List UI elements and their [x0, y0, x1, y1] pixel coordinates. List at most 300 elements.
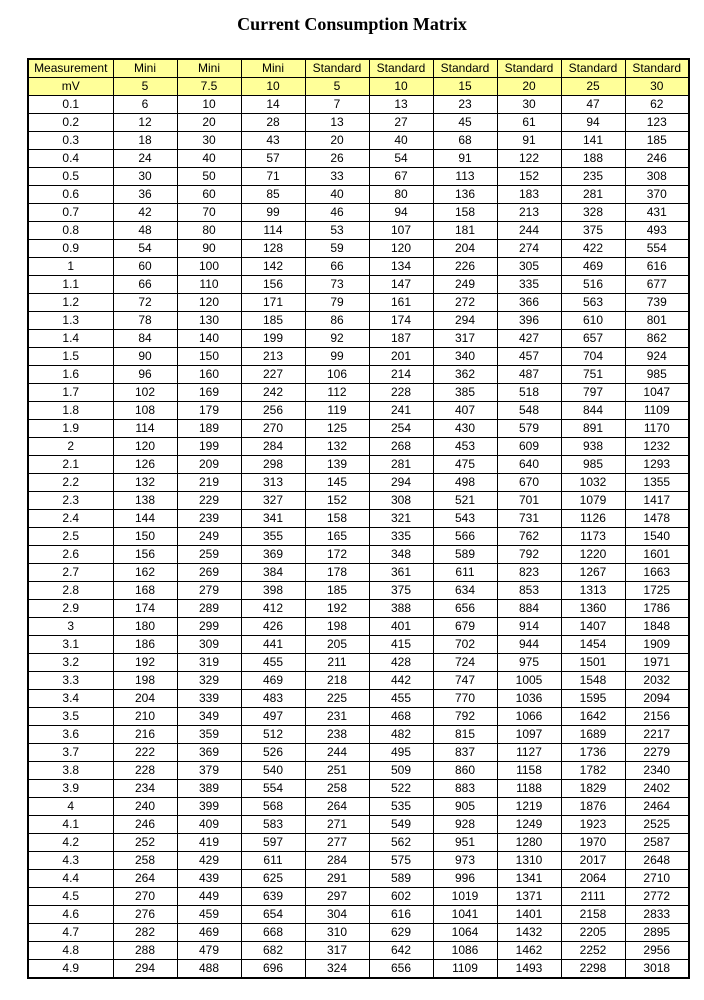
- table-cell: 324: [305, 960, 369, 979]
- consumption-matrix-table: [27, 58, 690, 979]
- table-cell: 2064: [561, 870, 625, 888]
- table-cell: 702: [433, 636, 497, 654]
- table-cell: 150: [113, 528, 177, 546]
- table-row: [28, 438, 689, 456]
- table-cell: 174: [113, 600, 177, 618]
- table-cell: 359: [177, 726, 241, 744]
- table-row: [28, 942, 689, 960]
- table-cell: 1407: [561, 618, 625, 636]
- table-cell: 429: [177, 852, 241, 870]
- table-cell: 2402: [625, 780, 689, 798]
- table-cell: 512: [241, 726, 305, 744]
- table-cell: 291: [305, 870, 369, 888]
- table-cell: 47: [561, 96, 625, 114]
- table-cell: 120: [177, 294, 241, 312]
- header-cell: 10: [369, 78, 433, 96]
- table-cell: 161: [369, 294, 433, 312]
- table-cell: 479: [177, 942, 241, 960]
- table-cell: 535: [369, 798, 433, 816]
- table-cell: 2156: [625, 708, 689, 726]
- table-cell: 668: [241, 924, 305, 942]
- header-cell: 5: [113, 78, 177, 96]
- table-cell: 299: [177, 618, 241, 636]
- table-cell: 294: [433, 312, 497, 330]
- table-row: [28, 600, 689, 618]
- table-cell: 128: [241, 240, 305, 258]
- table-cell: 543: [433, 510, 497, 528]
- table-cell: 642: [369, 942, 433, 960]
- table-cell: 704: [561, 348, 625, 366]
- table-cell: 7: [305, 96, 369, 114]
- header-cell: Mini: [113, 59, 177, 78]
- table-cell: 362: [433, 366, 497, 384]
- table-cell: 1548: [561, 672, 625, 690]
- table-cell: 487: [497, 366, 561, 384]
- table-cell-label: 0.6: [28, 186, 113, 204]
- table-cell: 122: [497, 150, 561, 168]
- table-cell-label: 0.9: [28, 240, 113, 258]
- table-cell-label: 2.4: [28, 510, 113, 528]
- table-cell: 107: [369, 222, 433, 240]
- table-cell: 1786: [625, 600, 689, 618]
- table-cell-label: 2.5: [28, 528, 113, 546]
- table-row: [28, 798, 689, 816]
- table-row: [28, 654, 689, 672]
- header-cell: Mini: [241, 59, 305, 78]
- table-cell: 375: [561, 222, 625, 240]
- table-cell: 616: [625, 258, 689, 276]
- table-cell: 419: [177, 834, 241, 852]
- table-cell: 172: [305, 546, 369, 564]
- table-cell: 231: [305, 708, 369, 726]
- table-cell: 67: [369, 168, 433, 186]
- table-cell: 85: [241, 186, 305, 204]
- table-cell: 228: [113, 762, 177, 780]
- table-cell: 94: [369, 204, 433, 222]
- table-cell: 134: [369, 258, 433, 276]
- table-cell-label: 3.7: [28, 744, 113, 762]
- table-row: [28, 492, 689, 510]
- table-cell: 102: [113, 384, 177, 402]
- table-cell: 204: [113, 690, 177, 708]
- table-cell-label: 3.8: [28, 762, 113, 780]
- table-cell: 1601: [625, 546, 689, 564]
- table-cell: 341: [241, 510, 305, 528]
- table-cell: 304: [305, 906, 369, 924]
- table-row: [28, 960, 689, 979]
- table-cell: 123: [625, 114, 689, 132]
- table-cell: 24: [113, 150, 177, 168]
- table-cell: 132: [305, 438, 369, 456]
- table-cell: 94: [561, 114, 625, 132]
- table-cell: 270: [241, 420, 305, 438]
- table-cell: 158: [433, 204, 497, 222]
- header-cell: Standard: [561, 59, 625, 78]
- header-cell: 15: [433, 78, 497, 96]
- table-cell: 1158: [497, 762, 561, 780]
- table-cell: 396: [497, 312, 561, 330]
- table-cell-label: 1.5: [28, 348, 113, 366]
- table-cell-label: 0.2: [28, 114, 113, 132]
- table-cell: 72: [113, 294, 177, 312]
- table-cell: 309: [177, 636, 241, 654]
- table-cell: 369: [177, 744, 241, 762]
- table-cell-label: 3.4: [28, 690, 113, 708]
- table-cell: 522: [369, 780, 433, 798]
- table-cell: 152: [305, 492, 369, 510]
- table-cell: 308: [625, 168, 689, 186]
- table-cell: 57: [241, 150, 305, 168]
- table-cell: 475: [433, 456, 497, 474]
- table-row: [28, 780, 689, 798]
- table-cell: 54: [113, 240, 177, 258]
- table-cell: 1663: [625, 564, 689, 582]
- table-cell: 60: [113, 258, 177, 276]
- table-cell: 249: [433, 276, 497, 294]
- table-cell: 441: [241, 636, 305, 654]
- table-cell: 1170: [625, 420, 689, 438]
- table-cell: 126: [113, 456, 177, 474]
- table-cell: 254: [369, 420, 433, 438]
- table-cell: 264: [305, 798, 369, 816]
- header-cell: 7.5: [177, 78, 241, 96]
- table-cell-label: 4.1: [28, 816, 113, 834]
- table-cell-label: 4.7: [28, 924, 113, 942]
- table-cell: 944: [497, 636, 561, 654]
- table-cell: 268: [369, 438, 433, 456]
- table-cell: 114: [241, 222, 305, 240]
- table-cell: 1097: [497, 726, 561, 744]
- table-cell: 66: [305, 258, 369, 276]
- table-cell: 426: [241, 618, 305, 636]
- table-cell: 30: [177, 132, 241, 150]
- table-cell-label: 0.8: [28, 222, 113, 240]
- table-cell: 185: [305, 582, 369, 600]
- table-cell-label: 3.9: [28, 780, 113, 798]
- table-cell: 439: [177, 870, 241, 888]
- table-cell: 80: [369, 186, 433, 204]
- table-cell: 1848: [625, 618, 689, 636]
- table-cell: 240: [113, 798, 177, 816]
- table-cell: 66: [113, 276, 177, 294]
- table-cell: 792: [433, 708, 497, 726]
- table-cell: 180: [113, 618, 177, 636]
- table-cell: 1313: [561, 582, 625, 600]
- table-row: [28, 744, 689, 762]
- header-cell: Standard: [433, 59, 497, 78]
- table-cell: 234: [113, 780, 177, 798]
- table-cell: 178: [305, 564, 369, 582]
- table-cell-label: 0.7: [28, 204, 113, 222]
- table-cell: 209: [177, 456, 241, 474]
- table-cell: 549: [369, 816, 433, 834]
- table-row: [28, 834, 689, 852]
- table-cell-label: 3: [28, 618, 113, 636]
- table-cell: 348: [369, 546, 433, 564]
- table-cell-label: 2.7: [28, 564, 113, 582]
- table-cell: 509: [369, 762, 433, 780]
- table-cell-label: 4.4: [28, 870, 113, 888]
- table-cell: 53: [305, 222, 369, 240]
- header-cell-label: mV: [28, 78, 113, 96]
- table-cell: 361: [369, 564, 433, 582]
- table-cell: 751: [561, 366, 625, 384]
- table-cell-label: 2.3: [28, 492, 113, 510]
- header-cell: Mini: [177, 59, 241, 78]
- table-cell: 1126: [561, 510, 625, 528]
- table-cell: 349: [177, 708, 241, 726]
- table-cell: 136: [433, 186, 497, 204]
- page-title: Current Consumption Matrix: [237, 14, 467, 34]
- table-cell: 609: [497, 438, 561, 456]
- table-cell: 113: [433, 168, 497, 186]
- table-cell-label: 3.5: [28, 708, 113, 726]
- table-cell: 199: [177, 438, 241, 456]
- table-cell: 297: [305, 888, 369, 906]
- table-cell: 213: [497, 204, 561, 222]
- table-cell: 914: [497, 618, 561, 636]
- table-row: [28, 924, 689, 942]
- table-cell: 14: [241, 96, 305, 114]
- table-cell: 951: [433, 834, 497, 852]
- table-cell: 192: [305, 600, 369, 618]
- table-cell: 249: [177, 528, 241, 546]
- header-cell: 20: [497, 78, 561, 96]
- table-cell: 50: [177, 168, 241, 186]
- table-cell: 188: [561, 150, 625, 168]
- table-cell: 1432: [497, 924, 561, 942]
- table-cell: 1454: [561, 636, 625, 654]
- table-cell: 1462: [497, 942, 561, 960]
- table-cell: 554: [241, 780, 305, 798]
- table-cell: 110: [177, 276, 241, 294]
- table-cell: 1005: [497, 672, 561, 690]
- table-cell: 227: [241, 366, 305, 384]
- table-cell: 495: [369, 744, 433, 762]
- header-row-type: [28, 59, 689, 78]
- table-cell: 412: [241, 600, 305, 618]
- table-cell: 2279: [625, 744, 689, 762]
- table-row: [28, 222, 689, 240]
- table-cell: 2094: [625, 690, 689, 708]
- table-cell: 90: [177, 240, 241, 258]
- table-cell: 28: [241, 114, 305, 132]
- table-cell: 3018: [625, 960, 689, 979]
- table-cell: 165: [305, 528, 369, 546]
- table-cell: 431: [625, 204, 689, 222]
- table-cell: 455: [241, 654, 305, 672]
- table-cell-label: 1.8: [28, 402, 113, 420]
- table-cell: 2525: [625, 816, 689, 834]
- table-cell: 289: [177, 600, 241, 618]
- table-cell-label: 2.2: [28, 474, 113, 492]
- table-cell: 521: [433, 492, 497, 510]
- table-cell: 610: [561, 312, 625, 330]
- table-cell: 602: [369, 888, 433, 906]
- table-cell: 244: [305, 744, 369, 762]
- table-row: [28, 564, 689, 582]
- table-cell: 415: [369, 636, 433, 654]
- table-cell: 239: [177, 510, 241, 528]
- table-cell: 216: [113, 726, 177, 744]
- table-cell: 375: [369, 582, 433, 600]
- table-cell-label: 2.9: [28, 600, 113, 618]
- table-cell: 238: [305, 726, 369, 744]
- table-cell: 91: [433, 150, 497, 168]
- table-cell: 183: [497, 186, 561, 204]
- table-cell: 70: [177, 204, 241, 222]
- table-cell: 313: [241, 474, 305, 492]
- table-cell: 1188: [497, 780, 561, 798]
- table-row: [28, 816, 689, 834]
- table-cell: 1310: [497, 852, 561, 870]
- table-cell-label: 2.1: [28, 456, 113, 474]
- table-cell-label: 4.8: [28, 942, 113, 960]
- table-cell: 13: [369, 96, 433, 114]
- table-cell: 548: [497, 402, 561, 420]
- table-cell: 1501: [561, 654, 625, 672]
- table-cell: 284: [241, 438, 305, 456]
- table-cell: 298: [241, 456, 305, 474]
- table-cell: 1595: [561, 690, 625, 708]
- table-cell: 654: [241, 906, 305, 924]
- table-cell: 1725: [625, 582, 689, 600]
- table-cell: 62: [625, 96, 689, 114]
- table-cell: 281: [369, 456, 433, 474]
- table-row: [28, 276, 689, 294]
- table-cell: 884: [497, 600, 561, 618]
- table-cell: 288: [113, 942, 177, 960]
- table-cell: 171: [241, 294, 305, 312]
- table-cell: 10: [177, 96, 241, 114]
- table-cell: 985: [625, 366, 689, 384]
- table-cell: 162: [113, 564, 177, 582]
- table-cell: 241: [369, 402, 433, 420]
- table-cell: 339: [177, 690, 241, 708]
- table-cell: 321: [369, 510, 433, 528]
- table-cell: 1066: [497, 708, 561, 726]
- table-cell-label: 3.1: [28, 636, 113, 654]
- table-cell: 179: [177, 402, 241, 420]
- table-cell: 258: [113, 852, 177, 870]
- table-cell: 616: [369, 906, 433, 924]
- table-cell: 156: [241, 276, 305, 294]
- header-cell: Standard: [305, 59, 369, 78]
- table-cell: 23: [433, 96, 497, 114]
- table-cell-label: 0.4: [28, 150, 113, 168]
- table-cell: 6: [113, 96, 177, 114]
- table-cell: 797: [561, 384, 625, 402]
- table-cell: 211: [305, 654, 369, 672]
- table-cell: 379: [177, 762, 241, 780]
- table-cell: 308: [369, 492, 433, 510]
- table-cell: 2340: [625, 762, 689, 780]
- table-cell: 2032: [625, 672, 689, 690]
- table-cell: 235: [561, 168, 625, 186]
- table-cell: 270: [113, 888, 177, 906]
- table-cell: 563: [561, 294, 625, 312]
- table-cell: 483: [241, 690, 305, 708]
- table-row: [28, 420, 689, 438]
- table-cell: 142: [241, 258, 305, 276]
- table-cell: 575: [369, 852, 433, 870]
- table-cell: 2956: [625, 942, 689, 960]
- table-cell: 1371: [497, 888, 561, 906]
- table-cell: 40: [305, 186, 369, 204]
- table-cell: 256: [241, 402, 305, 420]
- table-cell: 747: [433, 672, 497, 690]
- table-cell: 482: [369, 726, 433, 744]
- table-row: [28, 114, 689, 132]
- table-row: [28, 762, 689, 780]
- table-cell: 328: [561, 204, 625, 222]
- table-cell: 319: [177, 654, 241, 672]
- table-cell: 79: [305, 294, 369, 312]
- table-cell: 1293: [625, 456, 689, 474]
- table-row: [28, 312, 689, 330]
- table-cell: 996: [433, 870, 497, 888]
- table-cell: 516: [561, 276, 625, 294]
- table-cell: 369: [241, 546, 305, 564]
- table-cell-label: 4.2: [28, 834, 113, 852]
- table-cell: 1493: [497, 960, 561, 979]
- table-cell: 656: [433, 600, 497, 618]
- table-cell: 853: [497, 582, 561, 600]
- table-cell: 276: [113, 906, 177, 924]
- table-cell: 205: [305, 636, 369, 654]
- table-cell: 2833: [625, 906, 689, 924]
- table-row: [28, 330, 689, 348]
- table-cell-label: 1.9: [28, 420, 113, 438]
- table-cell: 144: [113, 510, 177, 528]
- table-cell: 905: [433, 798, 497, 816]
- header-cell: 10: [241, 78, 305, 96]
- table-cell: 186: [113, 636, 177, 654]
- table-cell: 469: [177, 924, 241, 942]
- table-cell: 125: [305, 420, 369, 438]
- table-cell: 150: [177, 348, 241, 366]
- table-cell: 568: [241, 798, 305, 816]
- table-cell: 168: [113, 582, 177, 600]
- table-cell-label: 0.1: [28, 96, 113, 114]
- table-cell: 1232: [625, 438, 689, 456]
- table-row: [28, 852, 689, 870]
- table-row: [28, 690, 689, 708]
- table-row: [28, 672, 689, 690]
- table-cell: 1280: [497, 834, 561, 852]
- table-cell: 2710: [625, 870, 689, 888]
- table-row: [28, 168, 689, 186]
- table-row: [28, 546, 689, 564]
- table-cell: 92: [305, 330, 369, 348]
- table-cell: 46: [305, 204, 369, 222]
- table-cell: 138: [113, 492, 177, 510]
- table-cell: 409: [177, 816, 241, 834]
- table-cell: 169: [177, 384, 241, 402]
- table-cell: 229: [177, 492, 241, 510]
- table-cell: 430: [433, 420, 497, 438]
- table-cell: 366: [497, 294, 561, 312]
- table-cell: 71: [241, 168, 305, 186]
- table-cell: 12: [113, 114, 177, 132]
- table-cell-label: 4.9: [28, 960, 113, 979]
- table-cell: 401: [369, 618, 433, 636]
- table-cell: 181: [433, 222, 497, 240]
- table-cell: 160: [177, 366, 241, 384]
- table-cell: 384: [241, 564, 305, 582]
- table-row: [28, 402, 689, 420]
- table-cell: 284: [305, 852, 369, 870]
